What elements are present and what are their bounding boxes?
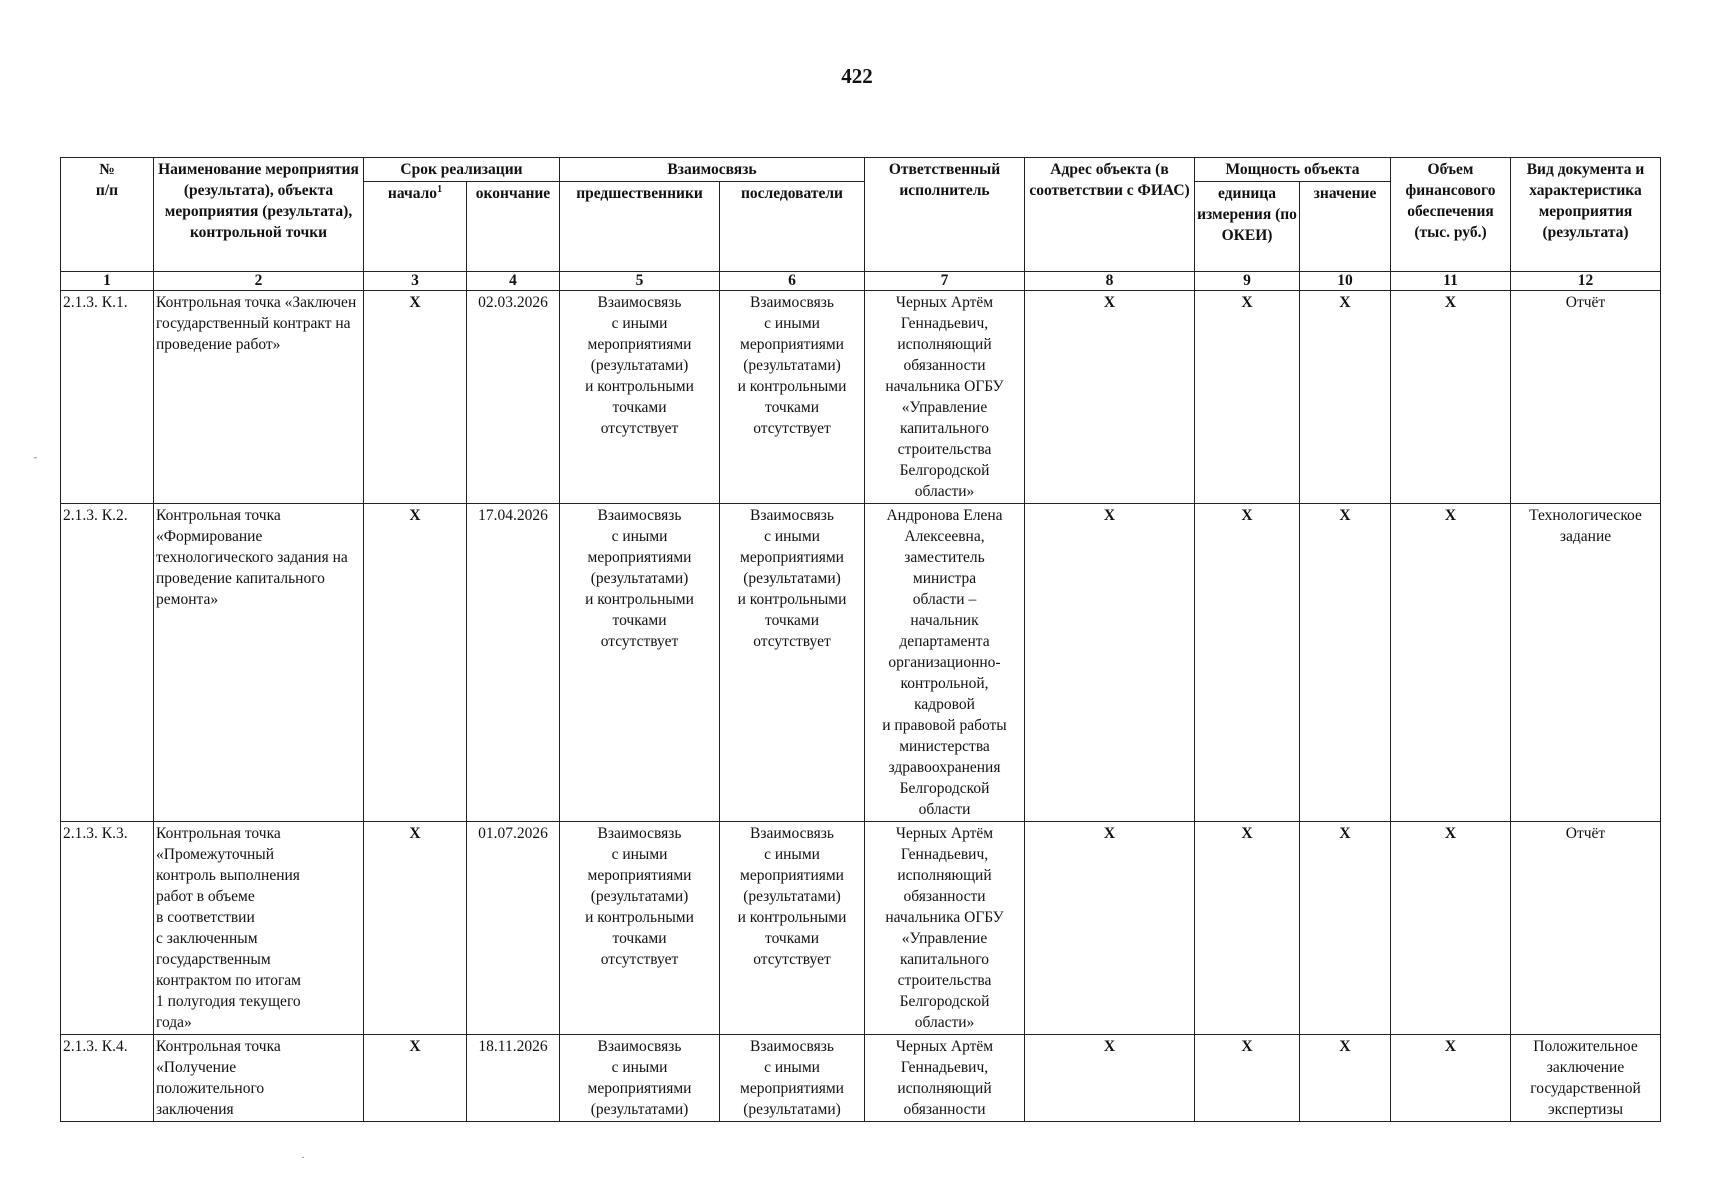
row-finance: X xyxy=(1391,291,1511,504)
row-value: X xyxy=(1300,504,1391,822)
header-successors: последователи xyxy=(720,182,865,272)
column-number: 1 xyxy=(61,272,154,291)
row-predecessors: Взаимосвязь с иными мероприятиями (результатами) и контрольными точками отсутствует xyxy=(560,291,720,504)
header-num: № п/п xyxy=(61,158,154,272)
row-end-date: 17.04.2026 xyxy=(467,504,560,822)
row-unit: X xyxy=(1195,1035,1300,1122)
header-end: окончание xyxy=(467,182,560,272)
row-start: X xyxy=(364,1035,467,1122)
row-start: X xyxy=(364,822,467,1035)
column-number: 7 xyxy=(865,272,1025,291)
row-unit: X xyxy=(1195,291,1300,504)
row-successors: Взаимосвязь с иными мероприятиями (результатами) xyxy=(720,1035,865,1122)
row-predecessors: Взаимосвязь с иными мероприятиями (результатами) и контрольными точками отсутствует xyxy=(560,504,720,822)
table-row xyxy=(61,291,1661,504)
row-code: 2.1.3. К.2. xyxy=(61,504,154,822)
table-row xyxy=(61,504,1661,822)
header-name: Наименование мероприятия (результата), объекта мероприятия (результата), контрольной точки xyxy=(154,158,364,272)
header-value: значение xyxy=(1300,182,1391,272)
table-row xyxy=(61,822,1661,1035)
page-number: 422 xyxy=(841,64,873,88)
header-capacity: Мощность объекта xyxy=(1195,158,1391,182)
row-doc-type: Технологическое задание xyxy=(1511,504,1661,822)
row-start: X xyxy=(364,291,467,504)
row-finance: X xyxy=(1391,822,1511,1035)
row-end-date: 01.07.2026 xyxy=(467,822,560,1035)
column-number: 11 xyxy=(1391,272,1511,291)
row-doc-type: Отчёт xyxy=(1511,822,1661,1035)
column-number: 8 xyxy=(1025,272,1195,291)
table-row xyxy=(61,1035,1661,1122)
header-unit: единица измерения (по ОКЕИ) xyxy=(1195,182,1300,272)
header-row-1 xyxy=(61,158,1661,182)
column-number: 10 xyxy=(1300,272,1391,291)
row-finance: X xyxy=(1391,504,1511,822)
column-number: 2 xyxy=(154,272,364,291)
row-finance: X xyxy=(1391,1035,1511,1122)
row-end-date: 18.11.2026 xyxy=(467,1035,560,1122)
row-responsible: Андронова Елена Алексеевна, заместитель министра области – начальник департамента организационно- контрольной, кадровой и правовой работы министерства здравоохранения Белгородской области xyxy=(865,504,1025,822)
row-doc-type: Положительное заключение государственной экспертизы xyxy=(1511,1035,1661,1122)
column-number: 12 xyxy=(1511,272,1661,291)
header-period: Срок реализации xyxy=(364,158,560,182)
row-predecessors: Взаимосвязь с иными мероприятиями (результатами) xyxy=(560,1035,720,1122)
row-address: X xyxy=(1025,291,1195,504)
header-doc-type: Вид документа и характеристика мероприятия (результата) xyxy=(1511,158,1661,272)
row-name: Контрольная точка «Промежуточный контроль выполнения работ в объеме в соответствии с заключенным государственным контрактом по итогам 1 полугодия текущего года» xyxy=(154,822,364,1035)
row-code: 2.1.3. К.4. xyxy=(61,1035,154,1122)
row-start: X xyxy=(364,504,467,822)
row-unit: X xyxy=(1195,822,1300,1035)
header-responsible: Ответственный исполнитель xyxy=(865,158,1025,272)
row-doc-type: Отчёт xyxy=(1511,291,1661,504)
row-end-date: 02.03.2026 xyxy=(467,291,560,504)
header-links: Взаимосвязь xyxy=(560,158,865,182)
row-value: X xyxy=(1300,1035,1391,1122)
row-successors: Взаимосвязь с иными мероприятиями (результатами) и контрольными точками отсутствует xyxy=(720,291,865,504)
row-value: X xyxy=(1300,291,1391,504)
column-number: 9 xyxy=(1195,272,1300,291)
row-address: X xyxy=(1025,822,1195,1035)
row-successors: Взаимосвязь с иными мероприятиями (результатами) и контрольными точками отсутствует xyxy=(720,504,865,822)
control-points-table xyxy=(60,157,1661,1122)
column-number: 3 xyxy=(364,272,467,291)
header-finance: Объем финансового обеспечения (тыс. руб.) xyxy=(1391,158,1511,272)
row-responsible: Черных Артём Геннадьевич, исполняющий обязанности начальника ОГБУ «Управление капитального строительства Белгородской области» xyxy=(865,822,1025,1035)
column-number: 4 xyxy=(467,272,560,291)
row-predecessors: Взаимосвязь с иными мероприятиями (результатами) и контрольными точками отсутствует xyxy=(560,822,720,1035)
row-value: X xyxy=(1300,822,1391,1035)
row-responsible: Черных Артём Геннадьевич, исполняющий обязанности xyxy=(865,1035,1025,1122)
row-name: Контрольная точка «Заключен государственный контракт на проведение работ» xyxy=(154,291,364,504)
row-successors: Взаимосвязь с иными мероприятиями (результатами) и контрольными точками отсутствует xyxy=(720,822,865,1035)
header-start: начало$^1$ xyxy=(364,182,467,272)
row-address: X xyxy=(1025,1035,1195,1122)
header-address: Адрес объекта (в соответствии с ФИАС) xyxy=(1025,158,1195,272)
row-responsible: Черных Артём Геннадьевич, исполняющий обязанности начальника ОГБУ «Управление капитального строительства Белгородской области» xyxy=(865,291,1025,504)
header-predecessors: предшественники xyxy=(560,182,720,272)
row-name: Контрольная точка «Получение положительного заключения xyxy=(154,1035,364,1122)
scan-speck: . xyxy=(302,1150,305,1160)
footnote-marker: 1 xyxy=(437,183,443,195)
row-code: 2.1.3. К.3. xyxy=(61,822,154,1035)
row-code: 2.1.3. К.1. xyxy=(61,291,154,504)
column-number: 5 xyxy=(560,272,720,291)
column-number: 6 xyxy=(720,272,865,291)
column-number-row xyxy=(61,272,1661,291)
scan-speck: - xyxy=(34,452,37,462)
row-unit: X xyxy=(1195,504,1300,822)
row-address: X xyxy=(1025,504,1195,822)
row-name: Контрольная точка «Формирование технологического задания на проведение капитального ремонта» xyxy=(154,504,364,822)
